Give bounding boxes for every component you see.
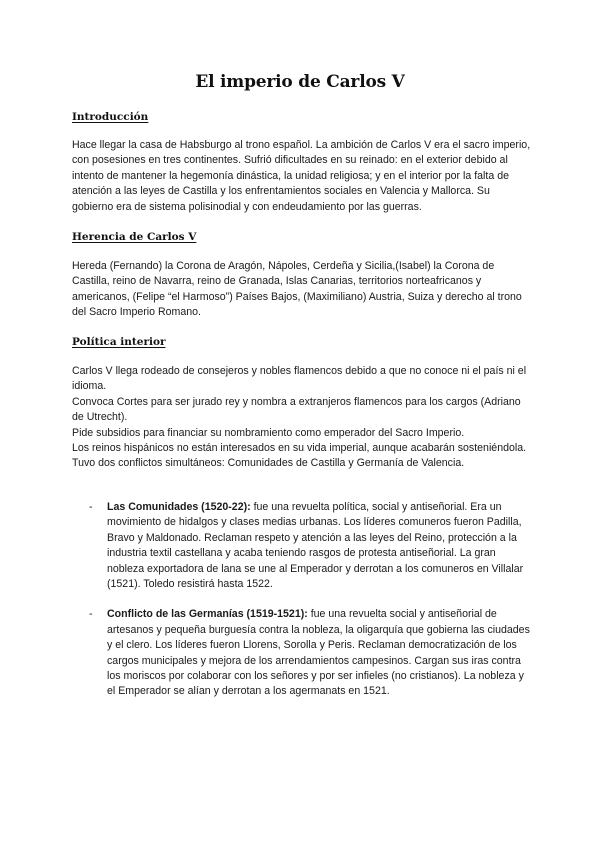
section-heading-politica: Política interior xyxy=(72,336,166,348)
list-item xyxy=(72,607,532,699)
section-text-herencia xyxy=(72,259,532,321)
section-text-politica xyxy=(72,364,532,472)
bullet-lead: Las Comunidades (1520-22): xyxy=(107,501,251,513)
list-item xyxy=(72,500,532,592)
bullet-text: fue una revuelta social y antiseñorial de artesanos y pequeña burguesía contra la nobleza, la oligarquía que gobierna las ciudades y el clero. Los líderes fueron Llorens, Sorolla y Peris. Reclaman democratización de los cargos municipales y mejora de los arrendamientos campesinos. Cargan sus iras contra los moriscos por colaborar con los señores y por ser infieles (no cristianos). La nobleza y el Emperador se alían y derrotan a los agermanats en 1521. xyxy=(107,608,530,698)
bullet-lead: Conflicto de las Germanías (1519-1521): xyxy=(107,608,308,621)
section-heading-herencia: Herencia de Carlos V xyxy=(72,231,197,243)
politica-line: Carlos V llega rodeado de consejeros y nobles flamencos debido a que no conoce ni el país ni el idioma. xyxy=(72,365,527,393)
page-title: El imperio de Carlos V xyxy=(195,72,405,92)
intro-paragraph: Hace llegar la casa de Habsburgo al trono español. La ambición de Carlos V era el sacro imperio, con posesiones en tres continentes. Sufrió dificultades en su reinado: en el exterior debido al intento de mantener la hegemonía dinástica, la unidad religiosa; y en el interior por la falta de atención a las leyes de Castilla y los enfrentamientos sociales en Valencia y Mallorca. Su gobierno era de sistema polisinodial y con endeudamiento por las guerras. xyxy=(72,139,531,213)
conflicts-list xyxy=(72,500,532,715)
politica-line: Tuvo dos conflictos simultáneos: Comunidades de Castilla y Germanía de Valencia. xyxy=(72,457,465,470)
politica-line: Los reinos hispánicos no están interesados en su vida imperial, aunque acabarán sosteniéndola. xyxy=(72,442,527,455)
bullet-dash: - xyxy=(89,608,93,621)
politica-line: Convoca Cortes para ser jurado rey y nombra a extranjeros flamencos para los cargos (Adriano de Utrecht). xyxy=(72,395,521,424)
herencia-paragraph: Hereda (Fernando) la Corona de Aragón, Nápoles, Cerdeña y Sicilia,(Isabel) la Corona de Castilla, reino de Navarra, reino de Granada, Islas Canarias, territorios norteafricanos y americanos, (Felipe “el Harmoso”) Países Bajos, (Maximiliano) Austria, Suiza y derecho al trono del Sacro Imperio Romano. xyxy=(72,260,522,319)
section-heading-intro: Introducción xyxy=(72,111,149,123)
bullet-dash: - xyxy=(89,501,93,513)
section-text-intro xyxy=(72,138,532,215)
politica-line: Pide subsidios para financiar su nombramiento como emperador del Sacro Imperio. xyxy=(72,426,465,439)
bullet-text: fue una revuelta política, social y antiseñorial. Era un movimiento de hidalgos y clases medias urbanas. Los líderes comuneros fueron Padilla, Bravo y Maldonado. Reclaman respeto y atención a las leyes del Reino, protección a la industria textil castellana y acaba teniendo rasgos de protesta antiseñorial. La gran nobleza exportadora de lana se une al Emperador y derrotan a los comuneros en Villalar (1521). Toledo resistirá hasta 1522. xyxy=(107,501,524,591)
